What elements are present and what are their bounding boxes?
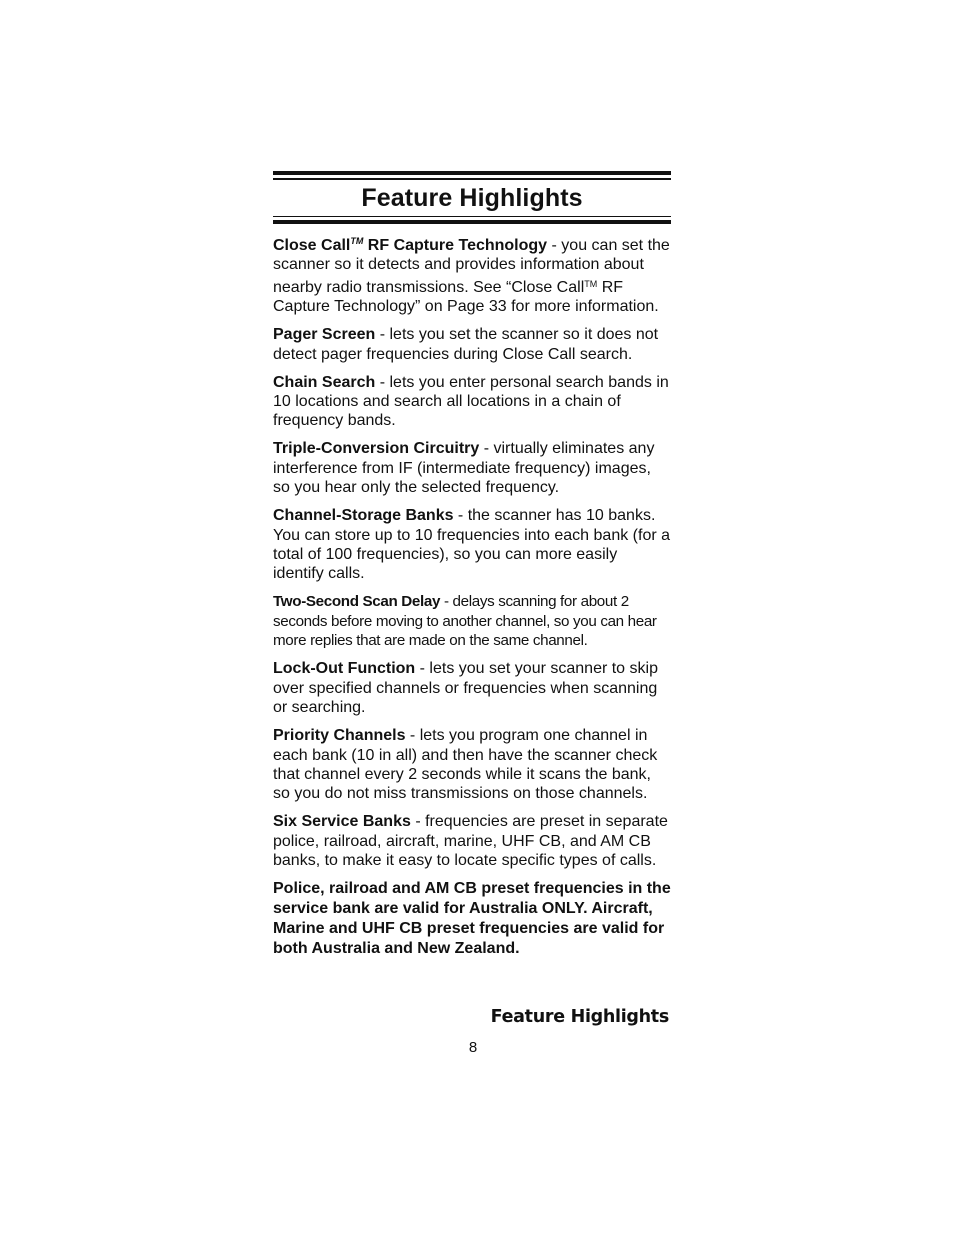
feature-channel-storage [273, 506, 671, 584]
feature-chain-search [273, 373, 671, 431]
feature-pager-screen [273, 325, 671, 364]
feature-list [273, 232, 671, 959]
feature-term: Chain Search [273, 373, 376, 391]
page-number: 8 [468, 1039, 478, 1056]
feature-lock-out [273, 659, 671, 717]
feature-description: - lets you program one channel in each bank (10 in all) and then have the scanner check that channel every 2 seconds while it scans the bank, so you do not miss transmissions on those channels. [273, 727, 658, 803]
feature-description: - you can set the scanner so it detects and provides information about nearby radio transmissions. See “Close Call™ RF Capture Technology” on Page 33 for more information. [273, 237, 670, 316]
feature-term: Close Call™ RF Capture Technology [273, 236, 548, 254]
bottom-rule-thick [273, 220, 671, 224]
page-title: Feature Highlights [361, 183, 583, 212]
feature-term: Six Service Banks [273, 813, 411, 831]
feature-term: Lock-Out Function [273, 660, 416, 678]
top-rule-thick [273, 171, 671, 175]
bottom-rule-thin [273, 216, 671, 218]
page-column [273, 171, 671, 959]
feature-description: - lets you set your scanner to skip over specified channels or frequencies when scanning or searching. [273, 660, 658, 717]
feature-priority-channels [273, 726, 671, 804]
feature-description: - lets you enter personal search bands in 10 locations and search all locations in a chain of frequency bands. [273, 373, 669, 430]
feature-term: Triple-Conversion Circuitry [273, 440, 480, 458]
feature-description: - virtually eliminates any interference from IF (intermediate frequency) images, so you hear only the selected frequency. [273, 440, 655, 497]
feature-triple-conversion [273, 439, 671, 497]
feature-term: Two-Second Scan Delay [273, 593, 441, 611]
feature-scan-delay [273, 592, 671, 650]
feature-close-call [273, 232, 671, 317]
feature-term: Priority Channels [273, 727, 406, 745]
feature-description: - lets you set the scanner so it does not detect pager frequencies during Close Call search. [273, 326, 659, 363]
feature-service-banks [273, 812, 671, 870]
top-rule-thin [273, 178, 671, 180]
feature-description: - frequencies are preset in separate police, railroad, aircraft, marine, UHF CB, and AM CB banks, to make it easy to locate specific types of calls. [273, 813, 668, 870]
regional-notice: Police, railroad and AM CB preset frequencies in the service bank are valid for Australia ONLY. Aircraft, Marine and UHF CB preset frequencies are valid for both Australia and New Zealand. [273, 880, 671, 958]
feature-term: Pager Screen [273, 326, 376, 344]
footer-section-title: Feature Highlights [490, 1007, 669, 1027]
feature-description: - the scanner has 10 banks. You can store up to 10 frequencies into each bank (for a total of 100 frequencies), so you can more easily identify calls. [273, 507, 671, 583]
feature-term: Channel-Storage Banks [273, 507, 454, 525]
feature-description: - delays scanning for about 2 seconds before moving to another channel, so you can hear more replies that are made on the same channel. [273, 593, 657, 650]
